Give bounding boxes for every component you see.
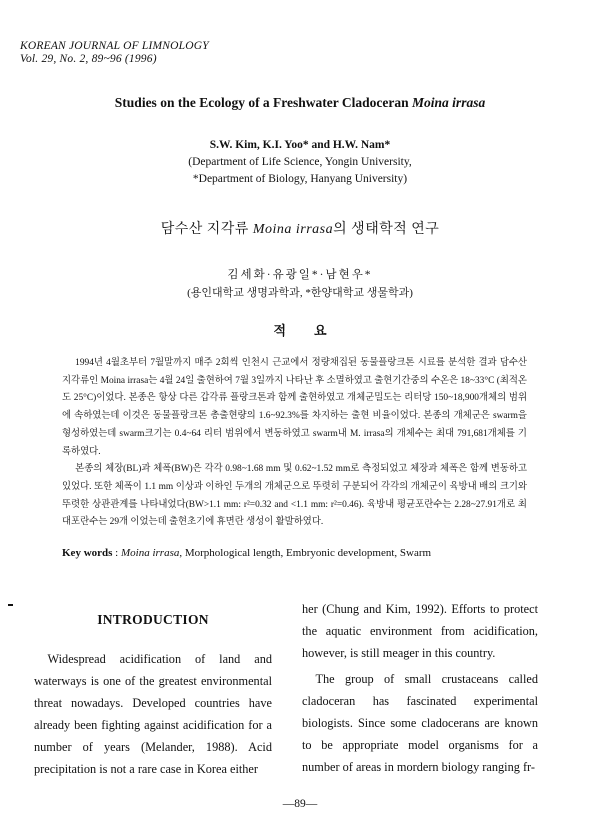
author-list: S.W. Kim, K.I. Yoo* and H.W. Nam* <box>209 139 391 151</box>
keywords-line <box>62 547 431 559</box>
paper-title-prefix: Studies on the Ecology of a Freshwater Cladoceran <box>114 95 413 110</box>
margin-mark <box>8 604 13 606</box>
right-column <box>302 598 538 778</box>
affiliations <box>0 154 600 188</box>
affiliation-line-2: *Department of Biology, Hanyang University) <box>192 173 408 185</box>
paper-title <box>0 95 600 111</box>
keywords-separator: : <box>112 547 121 559</box>
left-column <box>34 648 272 780</box>
korean-authors: 김세화·유광일*·남현우* <box>227 269 373 281</box>
intro-paragraph-right-2: The group of small crustaceans called cladoceran has fascinated experimental biologists. Since some cladocerans are known to be appropriate model organisms for a number of areas in mordern biology ranging fr- <box>302 672 538 774</box>
korean-title <box>0 218 600 238</box>
paper-title-species: Moina irrasa <box>412 95 486 110</box>
keywords-label: Key words <box>62 547 113 559</box>
intro-paragraph-right-1: her (Chung and Kim, 1992). Efforts to protect the aquatic environment from acidification, however, is still meager in this country. <box>302 602 538 660</box>
abstract-paragraph-2: 본종의 체장(BL)과 체폭(BW)은 각각 0.98~1.68 mm 및 0.62~1.52 mm로 측정되었고 체장과 체폭은 함께 변동하고 있었다. 또한 체폭이 1.1 mm 이상과 이하인 두개의 개체군으로 뚜렷히 구분되어 각각의 개체군이 육방내 배의 크기와 뚜렷한 상관관계를 나타내었다(BW>1.1 mm: r²=0.32 and <1.1 mm: r²=0.46). 육방내 평균포란수는 2.28~27.91개로 최대포란수는 29개 이었는데 출현초기에 휴면란 생성이 활발하였다. <box>62 464 527 528</box>
korean-title-species: Moina irrasa <box>252 222 334 237</box>
keywords-species: Moina irrasa <box>120 547 180 559</box>
journal-volume: Vol. 29, No. 2, 89~96 (1996) <box>20 53 157 65</box>
introduction-heading: INTRODUCTION <box>97 612 209 627</box>
journal-name: KOREAN JOURNAL OF LIMNOLOGY <box>20 40 209 52</box>
abstract-paragraph-1: 1994년 4월초부터 7월말까지 매주 2회씩 인천시 근교에서 정량채집된 동물플랑크톤 시료를 분석한 결과 담수산 지각류인 Moina irrasa는 4월 24일 출현하여 7월 3일까지 나타난 후 소멸하였고 출현기간중의 수온은 18~33°C (최적온도 25°C)이었다. 본종은 항상 다른 갑각류 플랑크톤과 함께 출현하였고 개체군밀도는 리터당 150~18,900개체의 범위에 속하였는데 이것은 동물플랑크톤 총출현량의 1.6~92.3%를 차지하는 출현 비율이었다. 본종의 개체군은 swarm을 형성하였는데 swarm크기는 0.4~64 리터 범위에서 변동하였고 swarm내 M. irrasa의 개체수는 최대 791,681개체를 기록하였다. <box>62 358 527 457</box>
page-number: —89— <box>282 798 318 810</box>
journal-header <box>20 40 209 66</box>
affiliation-line-1: (Department of Life Science, Yongin University, <box>188 156 412 168</box>
korean-abstract-heading: 적요 <box>273 323 355 338</box>
intro-paragraph-left: Widespread acidification of land and waterways is one of the greatest environmental threat nowadays. Developed countries have already been fighting against acidification for a number of years (Melander, 1988). Acid precipitation is not a rare case in Korea either <box>34 652 272 776</box>
korean-title-pre: 담수산 지각류 <box>160 222 253 237</box>
korean-title-post: 의 생태학적 연구 <box>333 222 440 237</box>
korean-affiliation: (용인대학교 생명과학과, *한양대학교 생물학과) <box>187 287 413 299</box>
korean-abstract <box>62 355 527 532</box>
keywords-rest: , Morphological length, Embryonic development, Swarm <box>179 547 432 559</box>
